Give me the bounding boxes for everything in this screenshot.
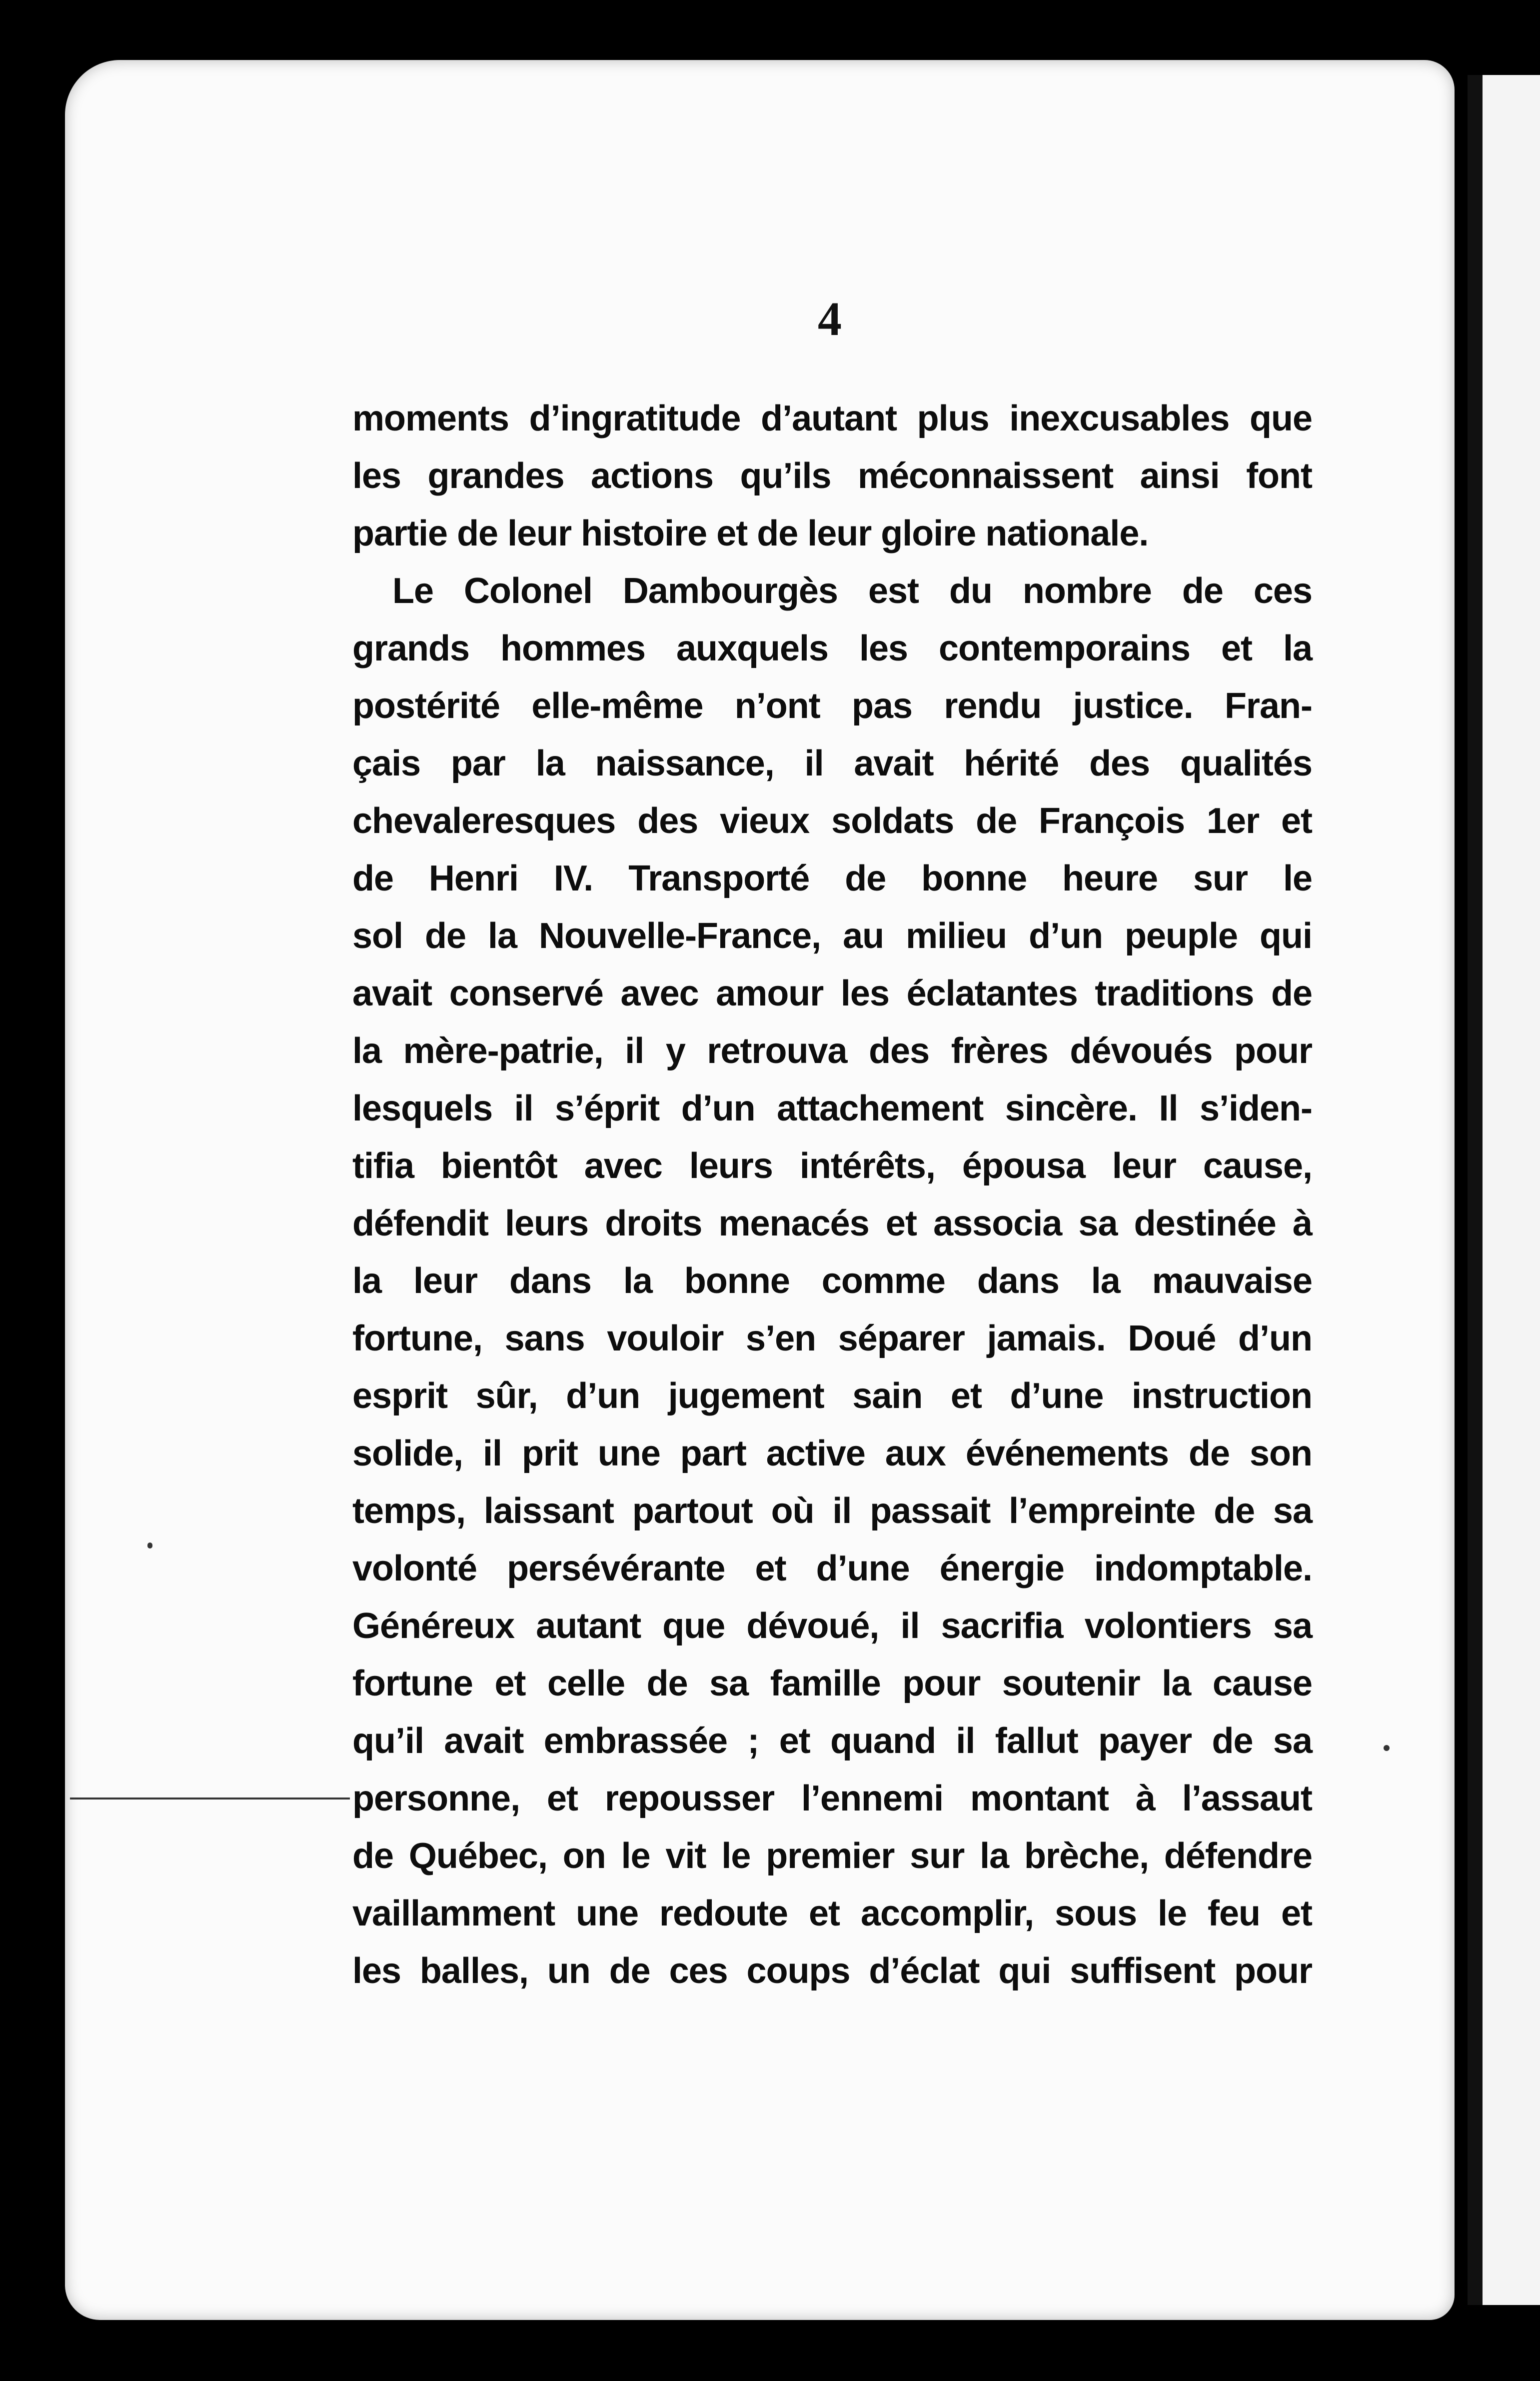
text-line: sol de la Nouvelle-France, au milieu d’un peuple qui [352, 916, 1312, 956]
scan-border-left [0, 0, 75, 2381]
text-line: temps, laissant partout où il passait l’empreinte de sa [352, 1491, 1312, 1531]
text-line: la mère-patrie, il y retrouva des frères dévoués pour [352, 1031, 1312, 1071]
text-line: de Henri IV. Transporté de bonne heure sur le [352, 858, 1312, 898]
text-line: esprit sûr, d’un jugement sain et d’une instruction [352, 1376, 1312, 1416]
text-line: moments d’ingratitude d’autant plus inexcusables que [352, 398, 1312, 438]
text-line: solide, il prit une part active aux événements de son [352, 1434, 1312, 1474]
scan-smudge [147, 1542, 152, 1548]
text-line: partie de leur histoire et de leur gloire nationale. [352, 514, 1149, 554]
text-line: fortune et celle de sa famille pour soutenir la cause [352, 1664, 1312, 1704]
text-line: avait conservé avec amour les éclatantes traditions de [352, 974, 1312, 1014]
text-line: les balles, un de ces coups d’éclat qui suffisent pour [352, 1951, 1312, 1991]
text-line: grands hommes auxquels les contemporains et la [352, 628, 1312, 668]
text-line: postérité elle-même n’ont pas rendu justice. Fran- [352, 686, 1312, 726]
text-line: Le Colonel Dambourgès est du nombre de ces [392, 571, 1312, 611]
scan-smudge [70, 1798, 350, 1800]
text-line: les grandes actions qu’ils méconnaissent ainsi font [352, 456, 1312, 496]
text-line: çais par la naissance, il avait hérité des qualités [352, 744, 1312, 784]
text-line: personne, et repousser l’ennemi montant à l’assaut [352, 1778, 1312, 1818]
page-number: 4 [818, 292, 842, 346]
text-line: défendit leurs droits menacés et associa sa destinée à [352, 1204, 1312, 1244]
text-line: lesquels il s’éprit d’un attachement sincère. Il s’iden- [352, 1088, 1312, 1128]
text-line: volonté persévérante et d’une énergie indomptable. [352, 1548, 1312, 1588]
text-line: la leur dans la bonne comme dans la mauvaise [352, 1261, 1312, 1301]
text-line: Généreux autant que dévoué, il sacrifia volontiers sa [352, 1606, 1312, 1646]
text-line: vaillamment une redoute et accomplir, sous le feu et [352, 1894, 1312, 1934]
body-text [352, 390, 1312, 2000]
adjacent-page-edge [1468, 75, 1540, 2305]
text-line: qu’il avait embrassée ; et quand il fallut payer de sa [352, 1721, 1312, 1761]
text-line: tifia bientôt avec leurs intérêts, épousa leur cause, [352, 1146, 1312, 1186]
scan-smudge [1384, 1745, 1390, 1751]
text-line: fortune, sans vouloir s’en séparer jamais. Doué d’un [352, 1318, 1312, 1358]
text-line: de Québec, on le vit le premier sur la brèche, défendre [352, 1836, 1312, 1876]
text-line: chevaleresques des vieux soldats de François 1er et [352, 801, 1312, 841]
